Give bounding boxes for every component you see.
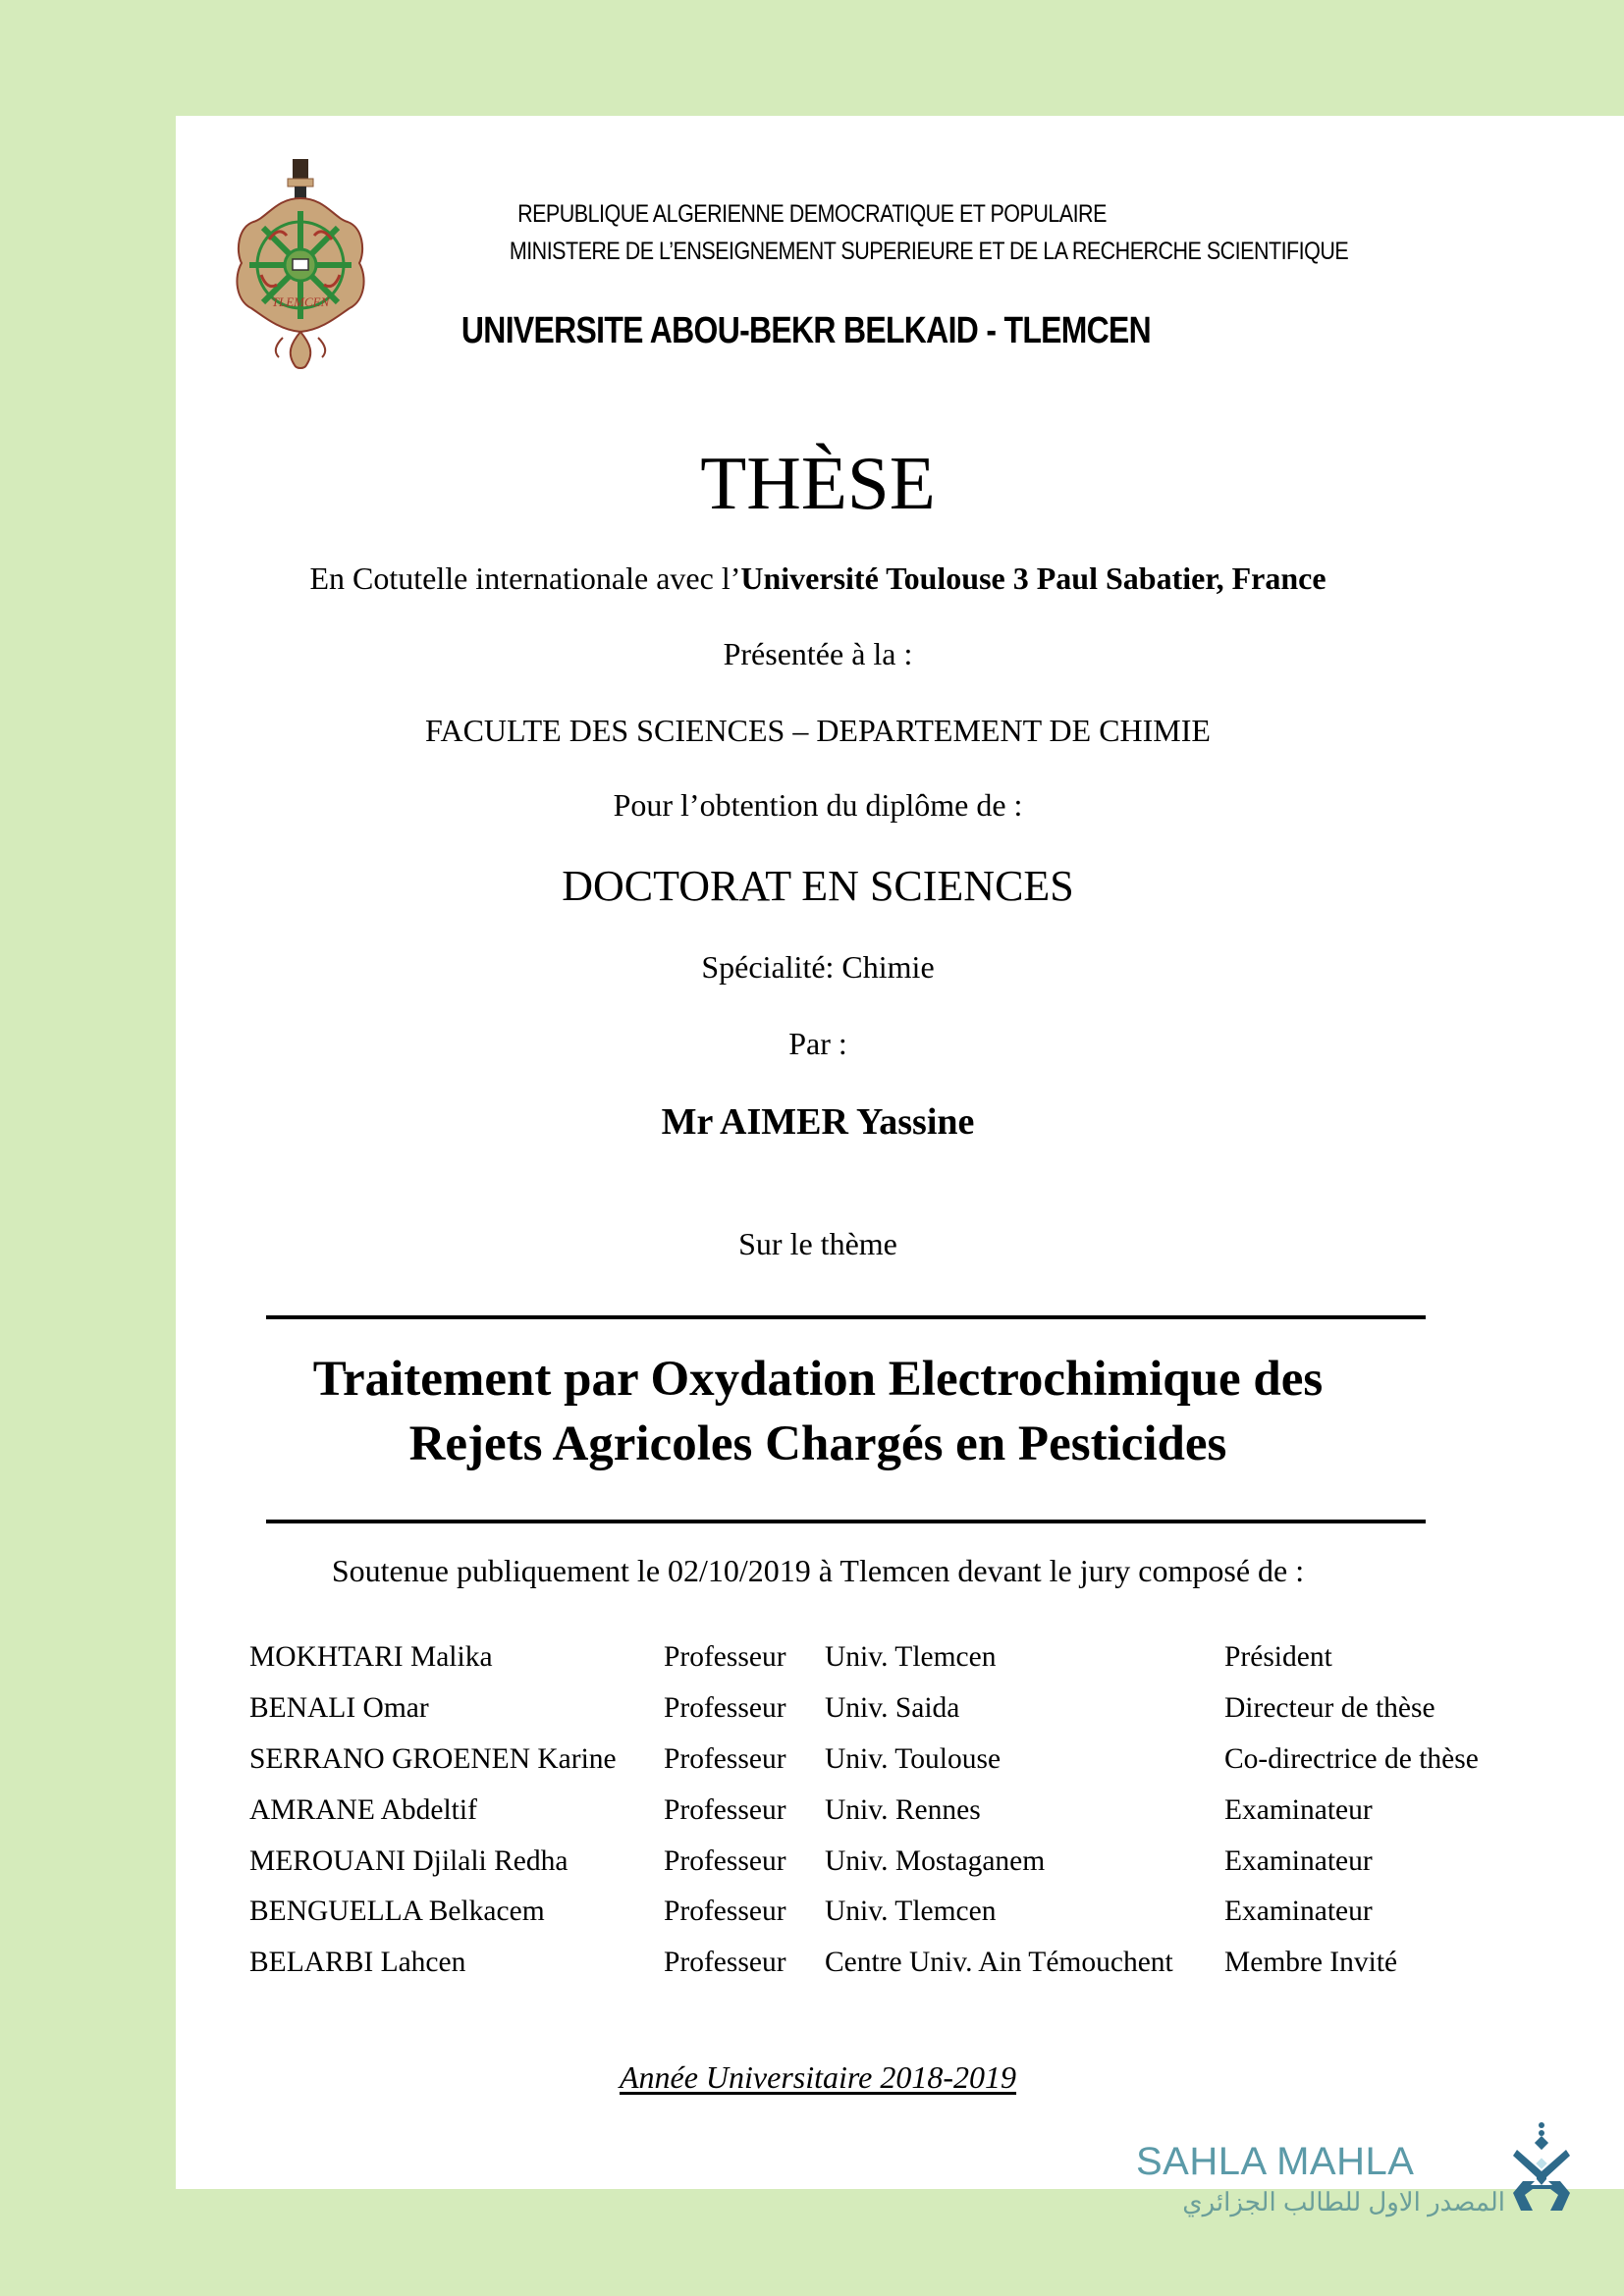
presented-to: Présentée à la : — [723, 636, 913, 671]
jury-role: Membre Invité — [1224, 1947, 1398, 1978]
jury-role: Co-directrice de thèse — [1224, 1743, 1479, 1775]
jury-row — [0, 1845, 1624, 1896]
theme-label: Sur le thème — [738, 1226, 897, 1261]
diploma-label: Pour l’obtention du diplôme de : — [613, 787, 1023, 823]
jury-role: Examinateur — [1224, 1794, 1373, 1826]
jury-name: MEROUANI Djilali Redha — [249, 1845, 568, 1877]
jury-institution: Univ. Mostaganem — [825, 1845, 1046, 1877]
jury-institution: Univ. Rennes — [825, 1794, 981, 1826]
jury-name: MOKHTARI Malika — [249, 1641, 493, 1673]
jury-grade: Professeur — [664, 1692, 786, 1724]
sahla-mahla-watermark — [1134, 2120, 1586, 2228]
jury-role: Président — [1224, 1641, 1332, 1673]
jury-row — [0, 1896, 1624, 1947]
jury-name: SERRANO GROENEN Karine — [249, 1743, 617, 1775]
jury-row — [0, 1692, 1624, 1743]
jury-institution: Univ. Tlemcen — [825, 1896, 997, 1927]
degree-title: DOCTORAT EN SCIENCES — [562, 862, 1074, 910]
document-type: THÈSE — [700, 441, 936, 525]
jury-row — [0, 1641, 1624, 1692]
jury-grade: Professeur — [664, 1794, 786, 1826]
jury-row — [0, 1743, 1624, 1794]
jury-name: BENGUELLA Belkacem — [249, 1896, 545, 1927]
title-bottom-rule — [266, 1520, 1426, 1523]
sahla-mahla-emblem-icon — [1511, 2120, 1572, 2215]
jury-grade: Professeur — [664, 1896, 786, 1927]
republic-header: REPUBLIQUE ALGERIENNE DEMOCRATIQUE ET POPULAIRE — [517, 200, 1107, 228]
university-name: UNIVERSITE ABOU-BEKR BELKAID - TLEMCEN — [460, 310, 1152, 351]
jury-row — [0, 1947, 1624, 1998]
jury-grade: Professeur — [664, 1845, 786, 1877]
jury-grade: Professeur — [664, 1947, 786, 1978]
svg-text:TLEMCEN: TLEMCEN — [271, 294, 330, 309]
academic-year: Année Universitaire 2018-2019 — [619, 2059, 1017, 2095]
jury-institution: Univ. Toulouse — [825, 1743, 1001, 1775]
jury-grade: Professeur — [664, 1641, 786, 1673]
speciality: Spécialité: Chimie — [701, 949, 935, 985]
jury-role: Examinateur — [1224, 1896, 1373, 1927]
ministry-header: MINISTERE DE L’ENSEIGNEMENT SUPERIEURE ET DE LA RECHERCHE SCIENTIFIQUE — [509, 238, 1349, 265]
watermark-brand: SAHLA MAHLA — [1136, 2140, 1415, 2183]
watermark-tagline: المصدر الاول للطالب الجزائري — [1182, 2187, 1505, 2216]
jury-role: Examinateur — [1224, 1845, 1373, 1877]
jury-grade: Professeur — [664, 1743, 786, 1775]
jury-role: Directeur de thèse — [1224, 1692, 1435, 1724]
jury-institution: Univ. Tlemcen — [825, 1641, 997, 1673]
faculty-department: FACULTE DES SCIENCES – DEPARTEMENT DE CHIMIE — [425, 713, 1211, 748]
thesis-title-line1: Traitement par Oxydation Electrochimique des — [312, 1352, 1324, 1407]
jury-name: BELARBI Lahcen — [249, 1947, 466, 1978]
title-top-rule — [266, 1315, 1426, 1319]
defense-statement: Soutenue publiquement le 02/10/2019 à Tlemcen devant le jury composé de : — [331, 1553, 1305, 1588]
thesis-title-line2: Rejets Agricoles Chargés en Pesticides — [408, 1416, 1227, 1471]
cotutelle-prefix: En Cotutelle internationale avec l’ — [309, 561, 741, 596]
cotutelle-partner: Université Toulouse 3 Paul Sabatier, France — [740, 561, 1326, 596]
jury-institution: Univ. Saida — [825, 1692, 960, 1724]
jury-row — [0, 1794, 1624, 1845]
jury-name: BENALI Omar — [249, 1692, 429, 1724]
cotutelle-line — [6, 561, 1624, 597]
author-name: Mr AIMER Yassine — [661, 1101, 975, 1143]
by-label: Par : — [788, 1026, 847, 1061]
jury-name: AMRANE Abdeltif — [249, 1794, 477, 1826]
jury-institution: Centre Univ. Ain Témouchent — [825, 1947, 1173, 1978]
